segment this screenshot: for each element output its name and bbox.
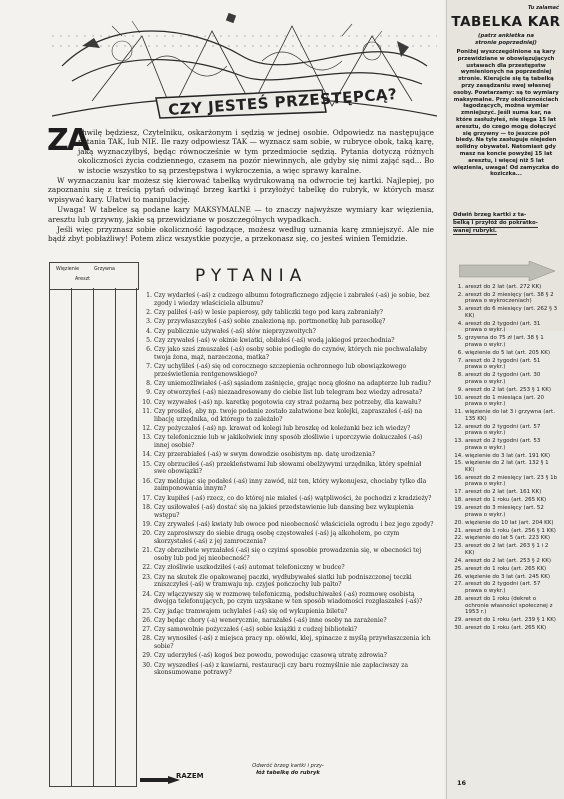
penalty-item-number: 8. — [457, 372, 463, 379]
intro-paragraph: Uwaga! W tabelce są podane kary MAKSYMALNE — to znaczy najwyższe wymiary kar więzienia, aresztu lub grzywny, jakie są przewidziane w poszczególnych wypadkach. — [48, 205, 434, 224]
grid-column-line — [136, 288, 137, 786]
penalty-item-number: 10. — [454, 394, 463, 401]
question-item — [141, 652, 435, 660]
penalty-item-text: areszt do 2 miesięcy (art. 23 § 1b prawa o wykr.) — [465, 474, 558, 488]
down-arrow-icon — [459, 261, 555, 281]
fold-instruction-line: belką i przyłóż do pokratko- — [453, 219, 538, 226]
fold-instruction — [453, 212, 564, 235]
question-item-number: 20. — [142, 530, 152, 538]
penalty-item-text: areszt do 2 tygodni (art. 31 prawa o wykr.) — [465, 320, 541, 334]
question-item-number: 22. — [142, 564, 152, 572]
penalty-item-text: areszt do 2 lat (art. 253 § 1 KK) — [465, 386, 551, 393]
penalty-item — [454, 350, 558, 357]
grid-column-line — [49, 288, 50, 786]
question-item-number: 23. — [142, 573, 152, 581]
question-item-text: Czy wynosiłeś (-aś) z miejsca pracy np. ołówki, klej, spinacze z myślą przywłaszczenia ich sobie? — [154, 635, 431, 651]
penalty-item-text: areszt do 2 tygodni (art. 51 prawa o wykr.) — [465, 357, 541, 371]
question-item-text: Czy będąc chory (-a) wenerycznie, narażałeś (-aś) inne osoby na zarażenie? — [154, 616, 387, 624]
question-item-text: Czy włączywszy się w rozmowę telefoniczną, podsłuchiwałeś (-aś) rozmowę osobistą dwojga telefonujących, po czym uzyskane w ten sposób wiadomości rozgłaszałeś (-aś)? — [154, 590, 423, 606]
penalty-item-text: areszt do 1 miesiąca (art. 20 prawa o wykr.) — [465, 394, 545, 408]
question-item-text: Czy przerabiałeś (-aś) w swym dowodzie osobistym np. datę urodzenia? — [154, 451, 376, 459]
penalty-item — [454, 395, 558, 408]
penalty-item-text: areszt do 1 roku (art. 265 KK) — [465, 565, 547, 572]
penalty-item — [454, 424, 558, 437]
penalty-item — [454, 535, 558, 542]
question-item — [141, 399, 435, 407]
question-item-number: 12. — [142, 425, 152, 433]
question-item-number: 30. — [142, 661, 152, 669]
penalty-item-number: 9. — [457, 386, 463, 393]
penalty-item-text: areszt do 1 roku (dekret o ochronie własności społecznej z 1953 r.) — [465, 595, 553, 616]
penalty-item-text: areszt do 2 lat (art. 253 § 2 KK) — [465, 557, 551, 564]
total-label: RAZEM — [176, 772, 204, 780]
footer-note — [228, 763, 348, 776]
question-item-text: Czy uniemożliwiałeś (-aś) sąsiadom zaśnięcie, grając nocą głośno na adapterze lub radiu? — [154, 380, 431, 388]
question-item — [141, 521, 435, 529]
penalty-item — [454, 558, 558, 565]
question-item-text: Czy paliłeś (-aś) w lesie papierosy, gdy tabliczki tego pod karą zabraniały? — [154, 309, 383, 316]
sidebar-subtitle-line: (patrz ankietka na — [478, 33, 534, 39]
penalty-item — [454, 581, 558, 594]
penalty-item-text: areszt do 1 roku (art. 265 KK) — [465, 624, 547, 631]
question-item-text: Czy wyszedłeś (-aś) z kawiarni, restauracji czy baru rozmyślnie nie zapłaciwszy za skonsumowane potrawy? — [154, 661, 408, 677]
answer-grid — [49, 262, 137, 786]
grid-header — [49, 262, 139, 290]
question-item — [141, 346, 435, 361]
title-banner — [150, 85, 398, 120]
penalty-item — [454, 543, 558, 556]
question-item-number: 5. — [146, 336, 152, 344]
question-item-text: Czy na skutek źle opakowanej paczki, wydłubywałeś siatki lub podniszczonej teczki zniszczyłeś (-aś) w tramwaju np. czyjeś pończochy lub palto? — [154, 573, 412, 589]
fold-hint: Tu zalamać — [528, 5, 559, 11]
question-item-text: Czy wzywałeś (-aś) np. karetkę pogotowia czy straż pożarną bez potrzeby, dla kawału? — [154, 398, 422, 406]
questions-list — [141, 292, 435, 679]
question-item-text: Czy otworzyłeś (-aś) niezaadresowany do ciebie list lub telegram bez wiedzy adresata? — [154, 389, 423, 397]
sidebar-paragraph: Poniżej wyszczególnione są kary przewidziane w obowiązujących ustawach dla przestępstw wymienionych na poprzedniej stronie. Kierujcie się tą tabelką przy zasądzaniu swej własnej osoby. Powtarzamy: są to wymiary maksymalne. Przy okolicznościach łagodzących, można wymiar zmniejszyć. Jeśli suma kar, na które zasłużyłeś, nie sięga 15 lat aresztu, do czego mogą dołączyć się grzywny — to jeszcze pół biedy. Na tyle zasługuje niejeden solidny obywatel. Natomiast gdy masz na koncie powyżej 15 lat aresztu, i więcej niż 5 lat więzienia, uwaga! Od zamyczka do koziczka... — [453, 49, 559, 178]
penalty-item-text: więzienie do 5 lat (art. 205 KK) — [465, 349, 551, 356]
penalty-item — [454, 387, 558, 394]
question-item-text: Czy zaprosiwszy do siebie drugą osobę częstowałeś (-aś) ją alkoholem, po czym skorzystałeś (-aś) z jej zamroczenia? — [154, 530, 400, 545]
question-item — [141, 574, 435, 589]
question-item-text: Czy jadąc tramwajem uchylałeś (-aś) się od wykupienia biletu? — [154, 607, 348, 615]
question-item-number: 29. — [142, 652, 152, 660]
sidebar-text — [453, 49, 559, 178]
page-title: CZY JESTEŚ PRZESTĘPCĄ? — [167, 85, 398, 119]
penalty-item-number: 21. — [454, 527, 463, 534]
penalty-item-number: 29. — [454, 617, 463, 624]
question-item-text: Czy obrzuciłeś (-aś) przekleństwami lub słowami obelżywymi urzędnika, który spełniał swe obowiązki? — [154, 460, 422, 476]
grid-header-col3: Areszt — [75, 277, 90, 282]
penalty-item — [454, 625, 558, 632]
penalty-item-number: 26. — [454, 573, 463, 580]
penalty-item-text: areszt do 2 tygodni (art. 57 prawa o wykr.) — [465, 423, 541, 437]
penalty-item-text: areszt do 6 miesięcy (art. 262 § 3 KK) — [465, 306, 558, 319]
sidebar-subtitle-line: stronie poprzedniej) — [475, 39, 537, 46]
penalty-item-number: 18. — [454, 497, 463, 504]
penalty-item-number: 24. — [454, 557, 463, 564]
intro-paragraph: chwilę będziesz, Czytelniku, oskarżonym i sędzią w jednej osobie. Odpowiedz na następujące pytania TAK, lub NIE. Ile razy odpowiesz TAK — wyznacz sam sobie, w rubryce obok, taką karę, jaką wyznaczyłbyś, będąc równocześnie w tym przedmiocie sędzią. Pytania dotyczą różnych okoliczności życia codziennego, czasem na pozór niewinnych, ale gdyby się nimi zająć sąd... Bo w istocie wszystko to są przestępstwa i wykroczenia, a więc sprawy karalne. — [78, 128, 434, 175]
penalties-list — [454, 284, 558, 633]
penalty-item-number: 14. — [454, 452, 463, 459]
question-item-text: Czy zrywałeś (-aś) w okinie kwiatki, obiłałeś (-aś) wodą jakiegoś przechodnia? — [154, 336, 395, 344]
penalty-item-number: 11. — [454, 409, 463, 416]
question-item — [141, 425, 435, 433]
penalty-item-text: areszt do 1 roku (art. 265 KK) — [465, 497, 547, 504]
penalty-item-text: grzywna do 75 zł (art. 38 § 1 prawa o wykr.) — [465, 335, 544, 348]
question-item — [141, 478, 435, 493]
question-item-text: Czy usiłowałeś (-aś) dostać się na jakieś przedstawienie lub dansing bez wykupienia wstępu? — [154, 503, 414, 519]
penalty-item-number: 16. — [454, 474, 463, 481]
penalty-item-text: więzienie do lat 5 (art. 223 KK) — [465, 535, 551, 542]
question-item — [141, 635, 435, 650]
footer-note-line: łóż tabelkę do rubryk — [256, 769, 320, 776]
question-item — [141, 292, 435, 307]
intro-paragraph: W wyznaczaniu kar możesz się kierować tabelką wydrukowaną na odwrocie tej kartki. Najlepiej, po zapoznaniu się z treścią pytań odwinąć brzeg kartki i przyłożyć tabelkę do rubryk, w których masz wpisywać kary. Ułatwi to manipulację. — [48, 176, 434, 204]
penalty-item — [454, 372, 558, 385]
penalty-item-text: więzienie do lat 3 i grzywna (art. 135 KK) — [465, 409, 555, 422]
question-item-number: 16. — [142, 477, 152, 485]
penalty-item-number: 3. — [457, 306, 463, 313]
question-item-text: Czy obraziłwie wyrzałałeś (-aś) się o czyimś sposobie prowadzenia się, w obecności tej osoby lub pod jej nieobecność? — [154, 547, 422, 562]
penalty-item — [454, 453, 558, 460]
penalty-item — [454, 292, 558, 305]
question-item-number: 4. — [146, 327, 152, 335]
penalty-item — [454, 520, 558, 527]
penalty-item — [454, 505, 558, 518]
penalty-item-text: areszt do 3 miesięcy (art. 52 prawa o wykr.) — [465, 505, 544, 518]
penalty-item-number: 4. — [457, 320, 463, 327]
penalty-item-text: areszt do 1 roku (art. 256 § 1 KK) — [465, 527, 556, 534]
penalty-item — [454, 438, 558, 451]
question-item — [141, 318, 435, 326]
penalty-item-text: więzienie do 3 lat (art. 245 KK) — [465, 573, 551, 580]
penalty-item-number: 12. — [454, 423, 463, 430]
penalty-item-number: 27. — [454, 581, 463, 588]
question-item-number: 14. — [142, 451, 152, 459]
question-item — [141, 408, 435, 423]
question-item — [141, 617, 435, 625]
penalty-item-number: 7. — [457, 357, 463, 364]
question-item — [141, 337, 435, 345]
arrow-icon — [140, 776, 180, 784]
penalty-item-text: więzienie do 10 lat (art. 204 KK) — [465, 519, 554, 526]
question-item-number: 13. — [142, 434, 152, 442]
penalty-item-number: 20. — [454, 519, 463, 526]
question-item-number: 21. — [142, 547, 152, 555]
penalty-item-text: areszt do 2 lat (art. 263 § 1 i 2 KK) — [465, 543, 549, 556]
question-item — [141, 547, 435, 562]
question-item — [141, 434, 435, 449]
question-item-number: 27. — [142, 626, 152, 634]
question-item-number: 1. — [146, 292, 152, 299]
grid-column-line — [93, 288, 94, 786]
question-item-number: 9. — [146, 389, 152, 397]
penalty-item-text: więzienie do 3 lat (art. 191 KK) — [465, 452, 551, 459]
question-item-number: 6. — [146, 346, 152, 354]
penalty-item-number: 30. — [454, 624, 463, 631]
penalty-item — [454, 617, 558, 624]
question-item-text: Czy złośliwie uszkodziłeś (-aś) automat telefoniczny w budce? — [154, 564, 345, 572]
penalty-item — [454, 574, 558, 581]
penalty-item — [454, 460, 558, 473]
question-item — [141, 608, 435, 616]
grid-header-col2: Grzywna — [94, 267, 115, 272]
penalty-item-number: 23. — [454, 543, 463, 550]
fold-instruction-line: Odwiń brzeg kartki z ta- — [453, 212, 527, 218]
penalty-item-text: areszt do 2 lat (art. 272 KK) — [465, 284, 542, 290]
sidebar-top — [447, 0, 564, 331]
question-item — [141, 461, 435, 476]
footer-note-line: Odwróć brzeg kartki i przy- — [252, 763, 324, 769]
question-item — [141, 626, 435, 634]
question-item — [141, 530, 435, 545]
question-item-number: 11. — [142, 408, 152, 416]
penalty-item — [454, 306, 558, 319]
question-item-text: Czy jako sześ zmuszałeś (-aś) osoby sobie podległe do czynów, których nie pochwalałaby twoja żona, mąż, narzeczona, matka? — [154, 346, 428, 361]
page-number: 16 — [457, 779, 467, 787]
question-item — [141, 389, 435, 397]
question-item-text: Czy przywłaszczyłeś (-aś) sobie znalezioną np. portmonetkę lub parasolkę? — [154, 318, 386, 326]
grid-bottom-line — [49, 786, 137, 787]
question-item — [141, 504, 435, 519]
intro-paragraph: Jeśli więc przyznasz sobie okoliczność łagodzące, możesz według uznania karę zmniejszyć. Ale nie bądź zbyt pobłażliwy! Potem zlicz wszystkie pozycje, a przekonasz się, co jesteś winien Temidzie. — [48, 225, 434, 244]
question-item-text: Czy samowolnie pożyczałeś (-aś) sobie książki z cudzej biblioteki? — [154, 626, 358, 634]
question-item — [141, 363, 435, 378]
question-item-text: Czy prosiłeś, aby np. twoje podanie zostało załatwione bez kolejki, zapraszałeś (-aś) na libację urzędnika, od którego to zależało? — [154, 408, 423, 423]
penalty-item-text: areszt do 2 tygodni (art. 57 prawa o wykr.) — [465, 581, 541, 595]
fold-instruction-line: wanej rubryki. — [453, 227, 497, 234]
question-item-text: Czy kupiłeś (-aś) rzecz, co do której nie miałeś (-aś) wątpliwości, że pochodzi z kradzieży? — [154, 494, 432, 502]
penalty-item-number: 19. — [454, 505, 463, 512]
question-item — [141, 451, 435, 459]
penalty-item-text: areszt do 2 tygodni (art. 30 prawa o wykr.) — [465, 372, 541, 385]
question-item-text: Czy meldując się podałeś (-aś) inny zawód, niż ten, który wykonujesz, chociaby tylko dla zaimponowania innym? — [154, 477, 427, 493]
penalty-item — [454, 489, 558, 496]
penalty-item — [454, 284, 558, 291]
sidebar-title: TABELKA KAR — [451, 14, 561, 30]
question-item-number: 24. — [142, 590, 152, 598]
penalty-item-text: areszt do 2 miesięcy (art. 38 § 2 prawa o wykroczeniach) — [465, 291, 554, 305]
question-item-number: 19. — [142, 520, 152, 528]
penalty-item-number: 6. — [457, 349, 463, 356]
question-item-text: Czy wydarłeś (-aś) z cudzego albumu fotograficznego zdjęcie i zabrałeś (-aś) je sobie, bez zgody i wiedzy właściciela albumu? — [154, 292, 430, 307]
penalty-item — [454, 596, 558, 616]
question-item-text: Czy zrywałeś (-aś) kwiaty lub owoce pod nieobecność właściciela ogrodu i bez jego zgody? — [154, 520, 434, 528]
question-item-number: 15. — [142, 460, 152, 468]
question-item-number: 10. — [142, 398, 152, 406]
penalty-item-number: 25. — [454, 565, 463, 572]
penalty-item — [454, 358, 558, 371]
question-item-text: Czy uchyliłeś (-aś) się od corocznego szczepienia ochronnego lub obowiązkowego prześwietlenia rentgenowskiego? — [154, 363, 407, 378]
penalty-item-number: 13. — [454, 438, 463, 445]
question-item — [141, 328, 435, 336]
sidebar-subtitle — [447, 33, 564, 47]
question-item-text: Czy uderzyłeś (-aś) kogoś bez powodu, powodując czasową utratę zdrowia? — [154, 652, 387, 660]
question-item-text: Czy publicznie używałeś (-aś) słów nieprzyzwoitych? — [154, 327, 316, 335]
penalty-item-text: areszt do 1 roku (art. 239 § 1 KK) — [465, 617, 556, 624]
penalty-item — [454, 528, 558, 535]
question-item-number: 25. — [142, 607, 152, 615]
penalty-item — [454, 335, 558, 348]
question-item-number: 8. — [146, 380, 152, 388]
question-item — [141, 591, 435, 606]
penalty-item-text: areszt do 2 tygodni (art. 53 prawa o wykr.) — [465, 438, 541, 451]
penalty-item — [454, 409, 558, 422]
question-item — [141, 309, 435, 317]
penalty-item-number: 28. — [454, 595, 463, 602]
penalty-item-number: 17. — [454, 489, 463, 496]
question-item-number: 3. — [146, 318, 152, 326]
question-item-text: Czy pożyczałeś (-aś) np. krawat od kolegi lub broszkę od koleżanki bez ich wiedzy? — [154, 425, 411, 433]
penalty-item-number: 22. — [454, 535, 463, 542]
question-item — [141, 495, 435, 503]
penalty-item — [454, 497, 558, 504]
penalty-item — [454, 475, 558, 488]
question-item-number: 17. — [142, 494, 152, 502]
questions-title: PYTANIA — [195, 266, 308, 286]
question-item-number: 26. — [142, 616, 152, 624]
grid-column-line — [71, 288, 72, 786]
question-item-number: 28. — [142, 635, 152, 643]
penalty-item-number: 5. — [457, 335, 463, 342]
penalty-item — [454, 566, 558, 573]
penalty-item-number: 1. — [457, 284, 463, 290]
dropcap: ZA — [47, 123, 88, 158]
grid-header-col1: Więzienie — [56, 267, 80, 272]
question-item-number: 18. — [142, 503, 152, 511]
grid-column-line — [115, 288, 116, 786]
penalty-item-text: więzienie do 2 lat (art. 132 § 1 KK) — [465, 460, 549, 473]
question-item — [141, 662, 435, 677]
penalty-item-number: 2. — [457, 291, 463, 298]
question-item — [141, 564, 435, 572]
intro-text — [47, 123, 434, 245]
penalty-item — [454, 321, 558, 334]
question-item-number: 7. — [146, 363, 152, 371]
penalty-item-number: 15. — [454, 460, 463, 467]
question-item-number: 2. — [146, 309, 152, 316]
question-item-text: Czy telefonicznie lub w jakikolwiek inny sposób złośliwie i uporczywie dokuczałeś (-aś) innej osobie? — [154, 434, 423, 450]
question-item — [141, 380, 435, 388]
penalty-item-text: areszt do 2 lat (art. 161 KK) — [465, 489, 542, 496]
